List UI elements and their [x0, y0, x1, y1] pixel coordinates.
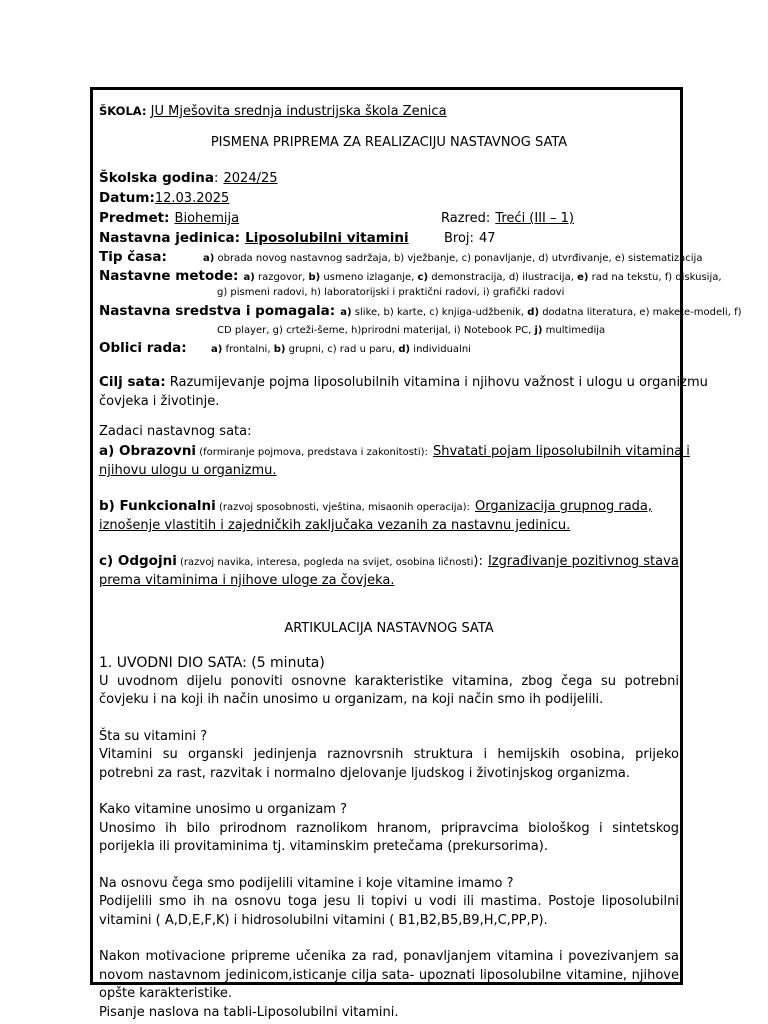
grade-value: Treći (III – 1): [495, 211, 574, 226]
document-frame: [90, 87, 742, 1020]
school-year-label: Školska godina: [99, 170, 215, 186]
goal-block: Cilj sata: Razumijevanje pojma liposolubilnih vitamina i njihovu važnost i ulogu u organizmu čovjeka i životinje.: [99, 374, 708, 409]
lesson-type-label: Tip časa:: [99, 249, 167, 265]
motivation-text: Nakon motivacione pripreme učenika za rad, ponavljanjem vitamina i povezivanjem sa novom nastavnom jedinicom,isticanje cilja sata- upoznati liposolubilne vitamine, njihove opšte karakteristike.: [99, 949, 679, 1001]
question-1: Šta su vitamini ?: [99, 728, 208, 744]
document-title: PISMENA PRIPREMA ZA REALIZACIJU NASTAVNOG SATA: [210, 135, 568, 150]
answer-2: Unosimo ih bilo prirodnom raznolikom hranom, pripravcima biološkog i sintetskog porijekla ili provitaminima tj. vitaminskim pretečama (prekursorima).: [99, 820, 679, 854]
intro-text: U uvodnom dijelu ponoviti osnovne karakteristike vitamina, zbog čega su potrebni čovjeku i na koji ih način unosimo u organizam, na koji način smo ih podijelili.: [99, 673, 679, 707]
school-label: ŠKOLA:: [99, 104, 147, 118]
date-value: 12.03.2025: [154, 191, 230, 206]
school-year-line: Školska godina: 2024/25: [99, 170, 278, 186]
tasks-heading: Zadaci nastavnog sata:: [99, 424, 252, 439]
unit-label: Nastavna jedinica:: [99, 230, 241, 246]
tasks-block: Zadaci nastavnog sata: a) Obrazovni (formiranje pojmova, predstava i zakonitosti): Shvatati pojam liposolubilnih vitamina i njihovu ulogu u organizmu. b) Funkcionalni (razvoj sposobnosti, vještina, misaonih operacija): Organizacija grupnog rada, iznošenje vlastitih i zajedničkih zaključaka vezanih za nastavnu jedinicu. c) Odgojni (razvoj navika, interesa, pogleda na svijet, osobina ličnosti): Izgrađivanje pozitivnog stava prema vitaminima i njihove uloge za čovjeka.: [99, 424, 690, 588]
unit-value: Liposolubilni vitamini: [245, 230, 409, 246]
board-text: Pisanje naslova na tabli-Liposolubilni vitamini.: [99, 1004, 399, 1020]
question-3: Na osnovu čega smo podijelili vitamine i koje vitamine imamo ?: [99, 875, 514, 891]
goal-label: Cilj sata:: [99, 374, 166, 390]
resources-label: Nastavna sredstva i pomagala:: [99, 303, 336, 319]
date-line: [99, 188, 679, 208]
date-label: Datum:: [99, 190, 155, 206]
subject-value: Biohemija: [174, 211, 240, 226]
methods-block: Nastavne metode: a) razgovor, b) usmeno izlaganje, c) demonstracija, d) ilustracija, e) rad na tekstu, f) diskusija, g) pismeni radovi, h) laboratorijski i praktični radovi, i) grafički radovi: [99, 268, 722, 298]
document-content: [99, 102, 742, 1022]
subject-line: [99, 208, 679, 228]
methods-label: Nastavne metode:: [99, 268, 239, 284]
intro-heading: 1. UVODNI DIO SATA: (5 minuta): [99, 655, 325, 671]
articulation-title: ARTIKULACIJA NASTAVNOG SATA: [284, 621, 494, 636]
task-upbringing: c) Odgojni (razvoj navika, interesa, pogleda na svijet, osobina ličnosti): Izgrađivanje pozitivnog stava: [99, 553, 679, 569]
grade-label: Razred:: [441, 211, 491, 226]
answer-1: Vitamini su organski jedinjenja raznovrsnih struktura i hemijskih osobina, prijeko potrebni za rast, razvitak i normalno djelovanje ljudskog i životinjskog organizma.: [99, 747, 679, 781]
intro-section: [99, 653, 679, 1022]
school-value: JU Mješovita srednja industrijska škola Zenica: [150, 104, 447, 119]
task-educational: a) Obrazovni (formiranje pojmova, predstava i zakonitosti): Shvatati pojam liposolubilnih vitamina i: [99, 443, 690, 459]
school-line: [99, 104, 679, 119]
grade-field: [441, 208, 574, 228]
number-value: 47: [479, 231, 496, 246]
work-forms-line: Oblici rada: a) frontalni, b) grupni, c) rad u paru, d) individualni: [99, 340, 471, 356]
answer-3: Podijelili smo ih na osnovu toga jesu li topivi u vodi ili mastima. Postoje liposolubilni vitamini ( A,D,E,F,K) i hidrosolubilni vitamini ( B1,B2,B5,B9,H,C,PP,P).: [99, 894, 679, 928]
goal-text: Razumijevanje pojma liposolubilnih vitamina i njihovu važnost i ulogu u organizmu: [165, 375, 708, 390]
resources-block: Nastavna sredstva i pomagala: a) slike, b) karte, c) knjiga-udžbenik, d) dodatna literatura, e) makete-modeli, f) CD player, g) crteži-šeme, h)prirodni materijal, i) Notebook PC, j) multimedija: [99, 303, 742, 336]
number-field: [444, 228, 496, 248]
meta-block: [99, 168, 679, 247]
subject-label: Predmet:: [99, 210, 170, 226]
number-label: Broj:: [444, 231, 474, 246]
work-forms-label: Oblici rada:: [99, 340, 187, 356]
task-functional: b) Funkcionalni (razvoj sposobnosti, vještina, misaonih operacija): Organizacija grupnog rada,: [99, 498, 653, 514]
unit-line: [99, 228, 679, 247]
lesson-type-line: Tip časa: a) obrada novog nastavnog sadržaja, b) vježbanje, c) ponavljanje, d) utvrđivanje, e) sistematizacija: [99, 249, 703, 265]
question-2: Kako vitamine unosimo u organizam ?: [99, 802, 347, 817]
school-year-value: 2024/25: [223, 171, 278, 186]
